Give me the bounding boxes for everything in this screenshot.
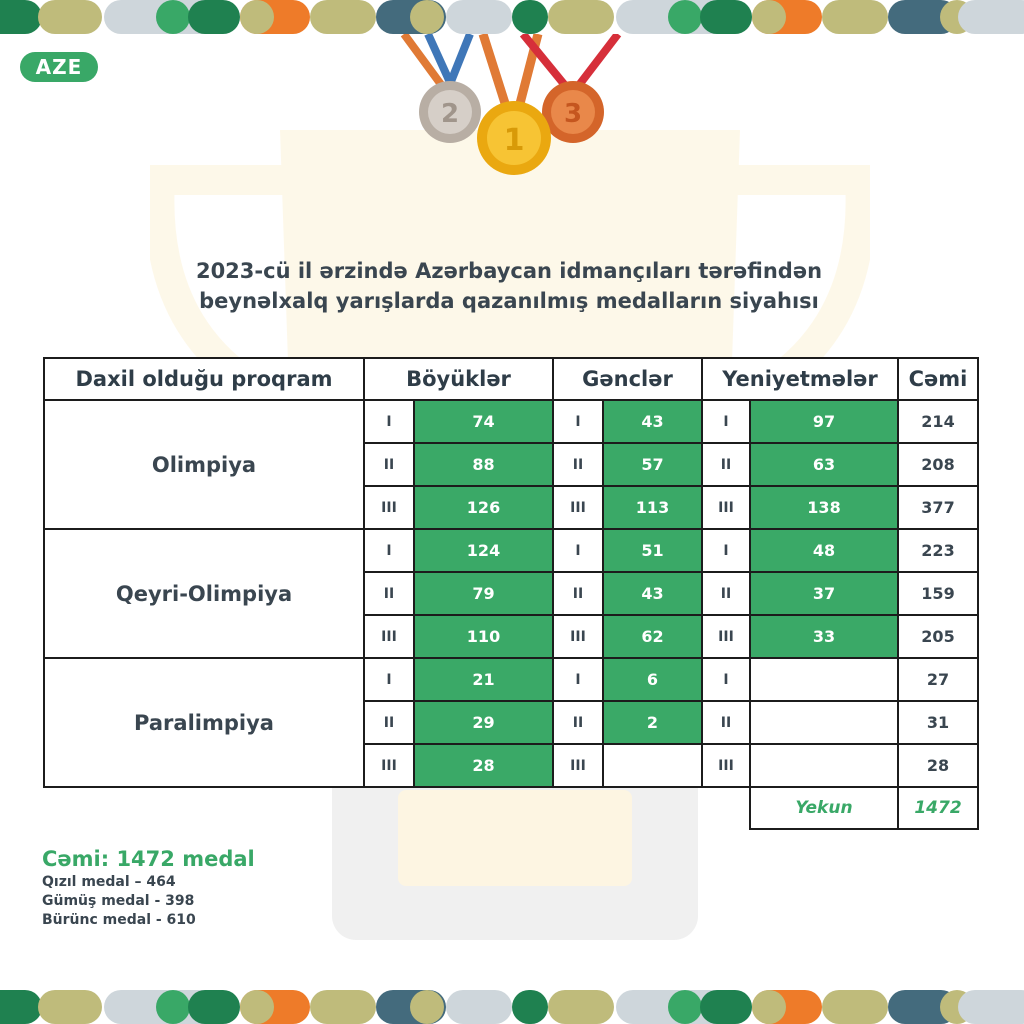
rank-label: II (553, 443, 603, 486)
adults-value: 88 (414, 443, 553, 486)
youth-value: 6 (603, 658, 702, 701)
juniors-value: 48 (750, 529, 898, 572)
rank-label: I (364, 658, 414, 701)
youth-value: 2 (603, 701, 702, 744)
rank-label: II (553, 572, 603, 615)
juniors-value (750, 744, 898, 787)
country-badge: AZE (20, 52, 98, 82)
juniors-value: 138 (750, 486, 898, 529)
grand-total-value: 1472 (898, 787, 978, 829)
rank-label: III (364, 744, 414, 787)
adults-value: 110 (414, 615, 553, 658)
row-total: 377 (898, 486, 978, 529)
juniors-value: 33 (750, 615, 898, 658)
juniors-value (750, 658, 898, 701)
rank-label: II (702, 701, 750, 744)
rank-label: III (553, 744, 603, 787)
rank-label: III (364, 615, 414, 658)
rank-label: III (702, 486, 750, 529)
gold-medal-numeral: 1 (503, 123, 525, 158)
summary-gold: Qızıl medal – 464 (42, 874, 176, 890)
program-name: Olimpiya (44, 400, 364, 529)
rank-label: III (702, 744, 750, 787)
adults-value: 21 (414, 658, 553, 701)
rank-label: I (553, 658, 603, 701)
adults-value: 28 (414, 744, 553, 787)
row-total: 205 (898, 615, 978, 658)
header-youth: Gənclər (553, 358, 702, 400)
row-total: 208 (898, 443, 978, 486)
youth-value (603, 744, 702, 787)
row-total: 159 (898, 572, 978, 615)
rank-label: II (702, 443, 750, 486)
bottom-decorative-band (0, 990, 1024, 1024)
summary-silver: Gümüş medal - 398 (42, 893, 195, 909)
rank-label: I (702, 529, 750, 572)
summary-bronze: Bürünc medal - 610 (42, 912, 196, 928)
page-title (0, 256, 1018, 316)
grand-total-row (44, 787, 978, 829)
rank-label: I (702, 400, 750, 443)
medals-illustration (398, 34, 628, 184)
table-header-row (44, 358, 978, 400)
adults-value: 74 (414, 400, 553, 443)
juniors-value (750, 701, 898, 744)
header-juniors: Yeniyetmələr (702, 358, 898, 400)
row-total: 27 (898, 658, 978, 701)
adults-value: 126 (414, 486, 553, 529)
title-line-1: 2023-cü il ərzində Azərbaycan idmançıları tərəfindən (195, 259, 823, 283)
silver-medal-numeral: 2 (440, 99, 460, 129)
rank-label: I (553, 400, 603, 443)
rank-label: III (553, 615, 603, 658)
rank-label: II (364, 443, 414, 486)
youth-value: 113 (603, 486, 702, 529)
rank-label: I (702, 658, 750, 701)
adults-value: 29 (414, 701, 553, 744)
rank-label: I (364, 400, 414, 443)
rank-label: II (553, 701, 603, 744)
table-row (44, 400, 978, 443)
rank-label: I (553, 529, 603, 572)
summary-heading: Cəmi: 1472 medal (42, 847, 255, 871)
youth-value: 62 (603, 615, 702, 658)
header-adults: Böyüklər (364, 358, 553, 400)
juniors-value: 97 (750, 400, 898, 443)
adults-value: 79 (414, 572, 553, 615)
rank-label: I (364, 529, 414, 572)
program-name: Paralimpiya (44, 658, 364, 787)
medals-table (43, 357, 979, 830)
header-program: Daxil olduğu proqram (44, 358, 364, 400)
rank-label: II (364, 572, 414, 615)
title-line-2: beynəlxalq yarışlarda qazanılmış medalların siyahısı (199, 289, 819, 313)
youth-value: 57 (603, 443, 702, 486)
row-total: 223 (898, 529, 978, 572)
rank-label: III (553, 486, 603, 529)
medal-summary (42, 845, 255, 930)
rank-label: III (702, 615, 750, 658)
youth-value: 43 (603, 400, 702, 443)
table-row (44, 529, 978, 572)
program-name: Qeyri-Olimpiya (44, 529, 364, 658)
juniors-value: 37 (750, 572, 898, 615)
juniors-value: 63 (750, 443, 898, 486)
rank-label: III (364, 486, 414, 529)
header-total: Cəmi (898, 358, 978, 400)
bronze-medal-numeral: 3 (563, 99, 583, 129)
row-total: 214 (898, 400, 978, 443)
youth-value: 43 (603, 572, 702, 615)
grand-total-label: Yekun (750, 787, 898, 829)
youth-value: 51 (603, 529, 702, 572)
top-decorative-band (0, 0, 1024, 34)
rank-label: II (702, 572, 750, 615)
adults-value: 124 (414, 529, 553, 572)
rank-label: II (364, 701, 414, 744)
table-row (44, 658, 978, 701)
row-total: 28 (898, 744, 978, 787)
row-total: 31 (898, 701, 978, 744)
